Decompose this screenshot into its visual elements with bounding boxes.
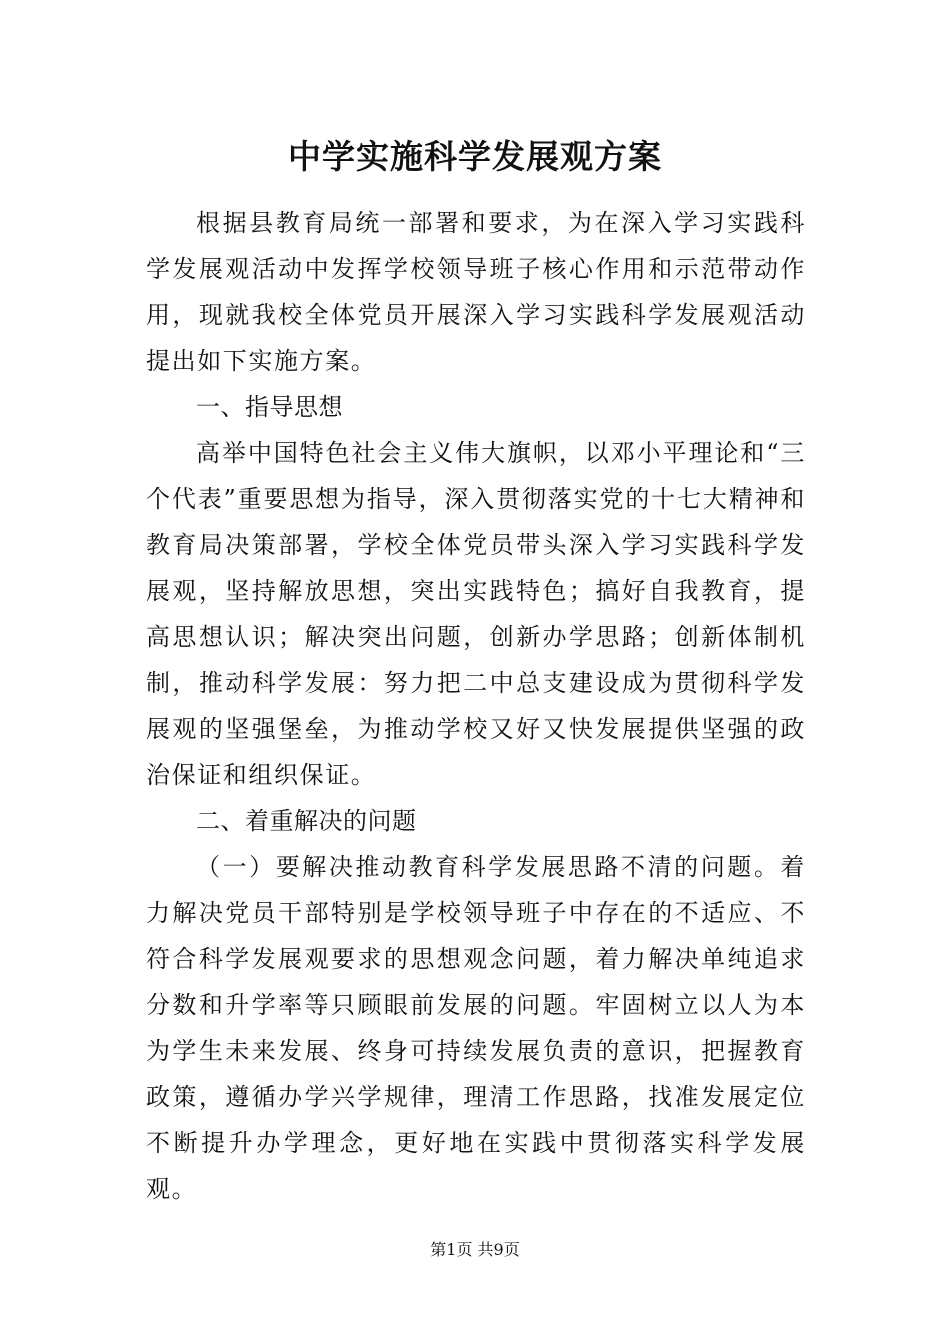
guiding-ideology-paragraph: 高举中国特色社会主义伟大旗帜，以邓小平理论和“三个代表”重要思想为指导，深入贯彻落实党的十七大精神和教育局决策部署，学校全体党员带头深入学习实践科学发展观，坚持解放思想，突出实践特色；搞好自我教育，提高思想认识；解决突出问题，创新办学思路；创新体制机制，推动科学发展：努力把二中总支建设成为贯彻科学发展观的坚强堡垒，为推动学校又好又快发展提供坚强的政治保证和组织保证。 <box>146 439 806 789</box>
intro-paragraph: 根据县教育局统一部署和要求，为在深入学习实践科学发展观活动中发挥学校领导班子核心作用和示范带动作用，现就我校全体党员开展深入学习实践科学发展观活动提出如下实施方案。 <box>146 209 806 375</box>
key-problem-1-text: 着力解决党员干部特别是学校领导班子中存在的不适应、不符合科学发展观要求的思想观念问题，着力解决单纯追求分数和升学率等只顾眼前发展的问题。牢固树立以人为本为学生未来发展、终身可持续发展负责的意识，把握教育政策，遵循办学兴学规律，理清工作思路，找准发展定位不断提升办学理念，更好地在实践中贯彻落实科学发展观。 <box>146 853 806 1203</box>
document-title: 中学实施科学发展观方案 <box>288 137 662 176</box>
section-heading-key-problems: 二、着重解决的问题 <box>196 807 417 835</box>
key-problem-1-paragraph <box>146 844 806 1212</box>
page-footer: 第1页 共9页 <box>430 1240 520 1259</box>
key-problem-1-lead: （一）要解决推动教育科学发展思路不清的问题。 <box>196 853 781 881</box>
section-heading-guiding-ideology: 一、指导思想 <box>196 393 343 421</box>
document-body <box>146 200 806 1212</box>
